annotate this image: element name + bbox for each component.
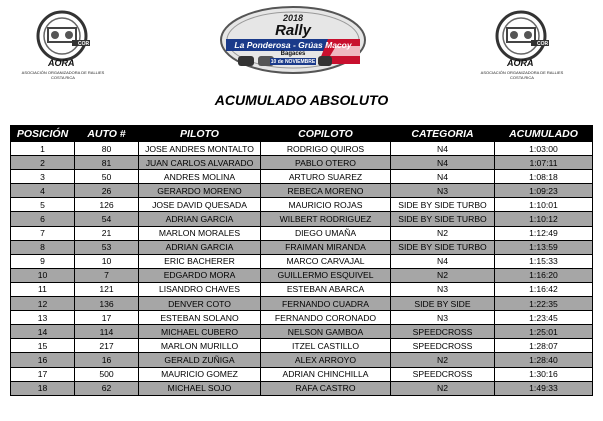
cell-piloto: ESTEBAN SOLANO bbox=[139, 311, 261, 325]
cell-posicion: 7 bbox=[11, 226, 75, 240]
badge-date: 10 de NOVIEMBRE bbox=[270, 59, 316, 65]
cell-copiloto: FERNANDO CORONADO bbox=[261, 311, 391, 325]
cell-posicion: 13 bbox=[11, 311, 75, 325]
table-row bbox=[11, 198, 593, 212]
cell-copiloto: NELSON GAMBOA bbox=[261, 325, 391, 339]
cell-piloto: LISANDRO CHAVES bbox=[139, 282, 261, 296]
aora-emblem-icon bbox=[18, 8, 108, 70]
cell-categoria: SIDE BY SIDE TURBO bbox=[391, 212, 495, 226]
cell-acumulado: 1:10:12 bbox=[495, 212, 593, 226]
cell-categoria: SIDE BY SIDE bbox=[391, 297, 495, 311]
cell-acumulado: 1:15:33 bbox=[495, 254, 593, 268]
org-name-left: ASOCIACIÓN ORGANIZADORA DE RALLIES COSTA RICA bbox=[21, 70, 105, 80]
table-row bbox=[11, 297, 593, 311]
cell-categoria: SPEEDCROSS bbox=[391, 367, 495, 381]
column-header-posicion: POSICIÓN bbox=[11, 126, 75, 142]
cell-acumulado: 1:07:11 bbox=[495, 156, 593, 170]
cell-copiloto: RODRIGO QUIROS bbox=[261, 142, 391, 156]
aora-logo-right bbox=[477, 8, 567, 88]
cell-auto: 54 bbox=[75, 212, 139, 226]
cell-posicion: 2 bbox=[11, 156, 75, 170]
cell-acumulado: 1:09:23 bbox=[495, 184, 593, 198]
cell-posicion: 12 bbox=[11, 297, 75, 311]
cell-categoria: N3 bbox=[391, 282, 495, 296]
cell-piloto: JUAN CARLOS ALVARADO bbox=[139, 156, 261, 170]
cell-posicion: 16 bbox=[11, 353, 75, 367]
org-name-right: ASOCIACIÓN ORGANIZADORA DE RALLIES COSTA RICA bbox=[480, 70, 564, 80]
cell-auto: 21 bbox=[75, 226, 139, 240]
cell-acumulado: 1:25:01 bbox=[495, 325, 593, 339]
cell-categoria: SPEEDCROSS bbox=[391, 325, 495, 339]
cell-copiloto: RAFA CASTRO bbox=[261, 381, 391, 395]
rally-badge bbox=[218, 4, 368, 76]
table-row bbox=[11, 254, 593, 268]
cell-piloto: MARLON MORALES bbox=[139, 226, 261, 240]
cell-categoria: SPEEDCROSS bbox=[391, 339, 495, 353]
cell-piloto: JOSE DAVID QUESADA bbox=[139, 198, 261, 212]
cell-piloto: MICHAEL CUBERO bbox=[139, 325, 261, 339]
cell-acumulado: 1:30:16 bbox=[495, 367, 593, 381]
column-header-categoria: CATEGORIA bbox=[391, 126, 495, 142]
table-row bbox=[11, 156, 593, 170]
cell-piloto: MAURICIO GOMEZ bbox=[139, 367, 261, 381]
cell-categoria: N4 bbox=[391, 142, 495, 156]
cell-acumulado: 1:28:40 bbox=[495, 353, 593, 367]
cell-auto: 7 bbox=[75, 268, 139, 282]
cell-categoria: N2 bbox=[391, 353, 495, 367]
cell-auto: 114 bbox=[75, 325, 139, 339]
cell-piloto: MARLON MURILLO bbox=[139, 339, 261, 353]
cell-copiloto: ESTEBAN ABARCA bbox=[261, 282, 391, 296]
cell-piloto: DENVER COTO bbox=[139, 297, 261, 311]
column-header-auto: AUTO # bbox=[75, 126, 139, 142]
table-row bbox=[11, 381, 593, 395]
table-row bbox=[11, 311, 593, 325]
cell-posicion: 8 bbox=[11, 240, 75, 254]
cell-copiloto: MAURICIO ROJAS bbox=[261, 198, 391, 212]
cell-copiloto: GUILLERMO ESQUIVEL bbox=[261, 268, 391, 282]
cell-copiloto: FRAIMAN MIRANDA bbox=[261, 240, 391, 254]
column-header-piloto: PILOTO bbox=[139, 126, 261, 142]
cell-posicion: 6 bbox=[11, 212, 75, 226]
cell-auto: 121 bbox=[75, 282, 139, 296]
cell-posicion: 10 bbox=[11, 268, 75, 282]
table-row bbox=[11, 170, 593, 184]
table-row bbox=[11, 325, 593, 339]
cell-categoria: N2 bbox=[391, 226, 495, 240]
cell-posicion: 18 bbox=[11, 381, 75, 395]
results-table bbox=[10, 125, 593, 396]
cell-posicion: 11 bbox=[11, 282, 75, 296]
svg-text:COR: COR bbox=[537, 41, 549, 47]
cell-posicion: 15 bbox=[11, 339, 75, 353]
table-row bbox=[11, 282, 593, 296]
svg-text:COR: COR bbox=[78, 41, 90, 47]
table-row bbox=[11, 240, 593, 254]
cell-auto: 136 bbox=[75, 297, 139, 311]
cell-posicion: 17 bbox=[11, 367, 75, 381]
table-body bbox=[11, 142, 593, 396]
cell-acumulado: 1:16:42 bbox=[495, 282, 593, 296]
cell-piloto: EDGARDO MORA bbox=[139, 268, 261, 282]
cell-posicion: 14 bbox=[11, 325, 75, 339]
badge-event-name: La Ponderosa - Grúas Macoy bbox=[234, 40, 352, 50]
cell-acumulado: 1:49:33 bbox=[495, 381, 593, 395]
cell-auto: 81 bbox=[75, 156, 139, 170]
cell-auto: 500 bbox=[75, 367, 139, 381]
cell-piloto: GERALD ZUÑIGA bbox=[139, 353, 261, 367]
cell-auto: 17 bbox=[75, 311, 139, 325]
cell-acumulado: 1:12:49 bbox=[495, 226, 593, 240]
cell-categoria: N2 bbox=[391, 268, 495, 282]
cell-posicion: 9 bbox=[11, 254, 75, 268]
cell-auto: 10 bbox=[75, 254, 139, 268]
cell-acumulado: 1:10:01 bbox=[495, 198, 593, 212]
cell-auto: 80 bbox=[75, 142, 139, 156]
cell-piloto: ADRIAN GARCIA bbox=[139, 212, 261, 226]
cell-categoria: N4 bbox=[391, 254, 495, 268]
table-row bbox=[11, 367, 593, 381]
cell-acumulado: 1:22:35 bbox=[495, 297, 593, 311]
cell-copiloto: WILBERT RODRIGUEZ bbox=[261, 212, 391, 226]
cell-categoria: N4 bbox=[391, 156, 495, 170]
column-header-acumulado: ACUMULADO bbox=[495, 126, 593, 142]
cell-piloto: MICHAEL SOJO bbox=[139, 381, 261, 395]
cell-copiloto: REBECA MORENO bbox=[261, 184, 391, 198]
cell-posicion: 5 bbox=[11, 198, 75, 212]
cell-auto: 53 bbox=[75, 240, 139, 254]
cell-categoria: N3 bbox=[391, 184, 495, 198]
cell-acumulado: 1:13:59 bbox=[495, 240, 593, 254]
cell-copiloto: MARCO CARVAJAL bbox=[261, 254, 391, 268]
page-title: ACUMULADO ABSOLUTO bbox=[214, 92, 389, 108]
cell-acumulado: 1:08:18 bbox=[495, 170, 593, 184]
cell-posicion: 3 bbox=[11, 170, 75, 184]
aora-logo-left bbox=[18, 8, 108, 88]
cell-auto: 217 bbox=[75, 339, 139, 353]
cell-piloto: ADRIAN GARCIA bbox=[139, 240, 261, 254]
cell-posicion: 1 bbox=[11, 142, 75, 156]
cell-auto: 62 bbox=[75, 381, 139, 395]
cell-acumulado: 1:23:45 bbox=[495, 311, 593, 325]
table-row bbox=[11, 339, 593, 353]
table-row bbox=[11, 268, 593, 282]
cell-copiloto: DIEGO UMAÑA bbox=[261, 226, 391, 240]
cell-copiloto: ARTURO SUAREZ bbox=[261, 170, 391, 184]
cell-copiloto: ALEX ARROYO bbox=[261, 353, 391, 367]
svg-text:AORA: AORA bbox=[507, 58, 534, 68]
cell-categoria: N4 bbox=[391, 170, 495, 184]
cell-categoria: N3 bbox=[391, 311, 495, 325]
cell-acumulado: 1:28:07 bbox=[495, 339, 593, 353]
cell-copiloto: FERNANDO CUADRA bbox=[261, 297, 391, 311]
table-header-row bbox=[11, 126, 593, 142]
svg-text:AORA: AORA bbox=[48, 58, 75, 68]
table-row bbox=[11, 353, 593, 367]
cell-auto: 16 bbox=[75, 353, 139, 367]
cell-acumulado: 1:03:00 bbox=[495, 142, 593, 156]
aora-emblem-icon bbox=[477, 8, 567, 70]
cell-acumulado: 1:16:20 bbox=[495, 268, 593, 282]
cell-piloto: ERIC BACHERER bbox=[139, 254, 261, 268]
cell-piloto: JOSE ANDRES MONTALTO bbox=[139, 142, 261, 156]
table-row bbox=[11, 142, 593, 156]
badge-rally: Rally bbox=[275, 22, 311, 39]
badge-place: Bagaces bbox=[280, 51, 306, 57]
cell-piloto: GERARDO MORENO bbox=[139, 184, 261, 198]
column-header-copiloto: COPILOTO bbox=[261, 126, 391, 142]
table-row bbox=[11, 184, 593, 198]
badge-year: 2018 bbox=[282, 13, 304, 23]
cell-piloto: ANDRES MOLINA bbox=[139, 170, 261, 184]
cell-copiloto: PABLO OTERO bbox=[261, 156, 391, 170]
cell-copiloto: ITZEL CASTILLO bbox=[261, 339, 391, 353]
cell-categoria: N2 bbox=[391, 381, 495, 395]
cell-auto: 26 bbox=[75, 184, 139, 198]
cell-posicion: 4 bbox=[11, 184, 75, 198]
cell-copiloto: ADRIAN CHINCHILLA bbox=[261, 367, 391, 381]
table-row bbox=[11, 212, 593, 226]
cell-auto: 50 bbox=[75, 170, 139, 184]
cell-auto: 126 bbox=[75, 198, 139, 212]
cell-categoria: SIDE BY SIDE TURBO bbox=[391, 240, 495, 254]
table-row bbox=[11, 226, 593, 240]
cell-categoria: SIDE BY SIDE TURBO bbox=[391, 198, 495, 212]
